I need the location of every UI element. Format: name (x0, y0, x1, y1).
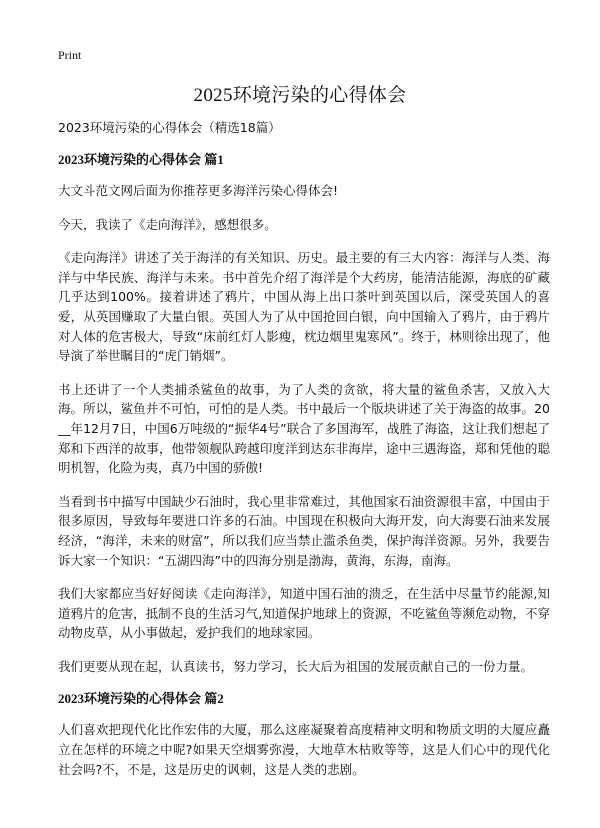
section-heading: 2023环境污染的心得体会 篇1 (58, 152, 224, 167)
paragraph: 《走向海洋》讲述了关于海洋的有关知识、历史。最主要的有三大内容：海洋与人类、海洋与中华民族、海洋与未来。书中首先介绍了海洋是个大药房，能清洁能源，海底的矿藏几乎达到100%。接着讲述了鸦片，中国从海上出口茶叶到英国以后，深受英国人的喜爱，从英国赚取了大量白银。英国人为了从中国抢回白银，向中国输入了鸦片，由于鸦片对人体的危害极大，导致“床前红灯人影瘦，枕边烟里鬼寒风”。终于，林则徐出现了，他导演了举世瞩目的“虎门销烟”。 (58, 250, 550, 364)
print-link[interactable]: Print (58, 48, 82, 62)
paragraph: 人们喜欢把现代化比作宏伟的大厦，那么这座凝聚着高度精神文明和物质文明的大厦应矗立在怎样的环境之中呢?如果天空烟雾弥漫，大地草木枯败等等，这是人们心中的现代化社会吗?不，不是，这是历史的讽刺，这是人类的悲剧。 (58, 722, 550, 777)
paragraph: 我们更要从现在起，认真读书，努力学习，长大后为祖国的发展贡献自己的一份力量。 (58, 658, 534, 674)
section-heading: 2023环境污染的心得体会 篇2 (58, 691, 224, 707)
paragraph: 大文斗范文网后面为你推荐更多海洋污染心得体会! (58, 183, 339, 198)
document-body (58, 119, 550, 793)
section-2 (58, 690, 550, 779)
paragraph: 今天，我读了《走向海洋》，感想很多。 (58, 216, 277, 232)
section-1 (58, 151, 550, 676)
paragraph: 书上还讲了一个人类捕杀鲨鱼的故事，为了人类的贪欲，将大量的鲨鱼杀害，又放入大海。所以，鲨鱼并不可怕，可怕的是人类。书中最后一个版块讲述了关于海盗的故事。20__年12月7日，中国6万吨级的“振华4号”联合了多国海军，战胜了海盗，这让我们想起了郑和下西洋的故事，他带领舰队跨越印度洋到达东非海岸，途中三遇海盗，郑和凭他的聪明机智，化险为夷，真乃中国的骄傲! (58, 381, 550, 476)
paragraph: 当看到书中描写中国缺少石油时，我心里非常难过，其他国家石油资源很丰富，中国由于很多原因，导致每年要进口许多的石油。中国现在积极向大海开发，向大海要石油来发展经济，“海洋，未来的财富”，所以我们应当禁止滥杀鱼类，保护海洋资源。另外，我要告诉大家一个知识：“五湖四海”中的四海分别是渤海，黄海，东海，南海。 (58, 493, 550, 568)
paragraph: 我们大家都应当好好阅读《走向海洋》，知道中国石油的溃乏，在生活中尽量节约能源,知道鸦片的危害，抵制不良的生活习气,知道保护地球上的资源，不吃鲨鱼等濒危动物，不穿动物皮草，从小事做起，爱护我们的地球家园。 (58, 586, 550, 641)
document-subtitle: 2023环境污染的心得体会（精选18篇） (58, 120, 281, 135)
page-title: 2025环境污染的心得体会 (193, 85, 407, 106)
